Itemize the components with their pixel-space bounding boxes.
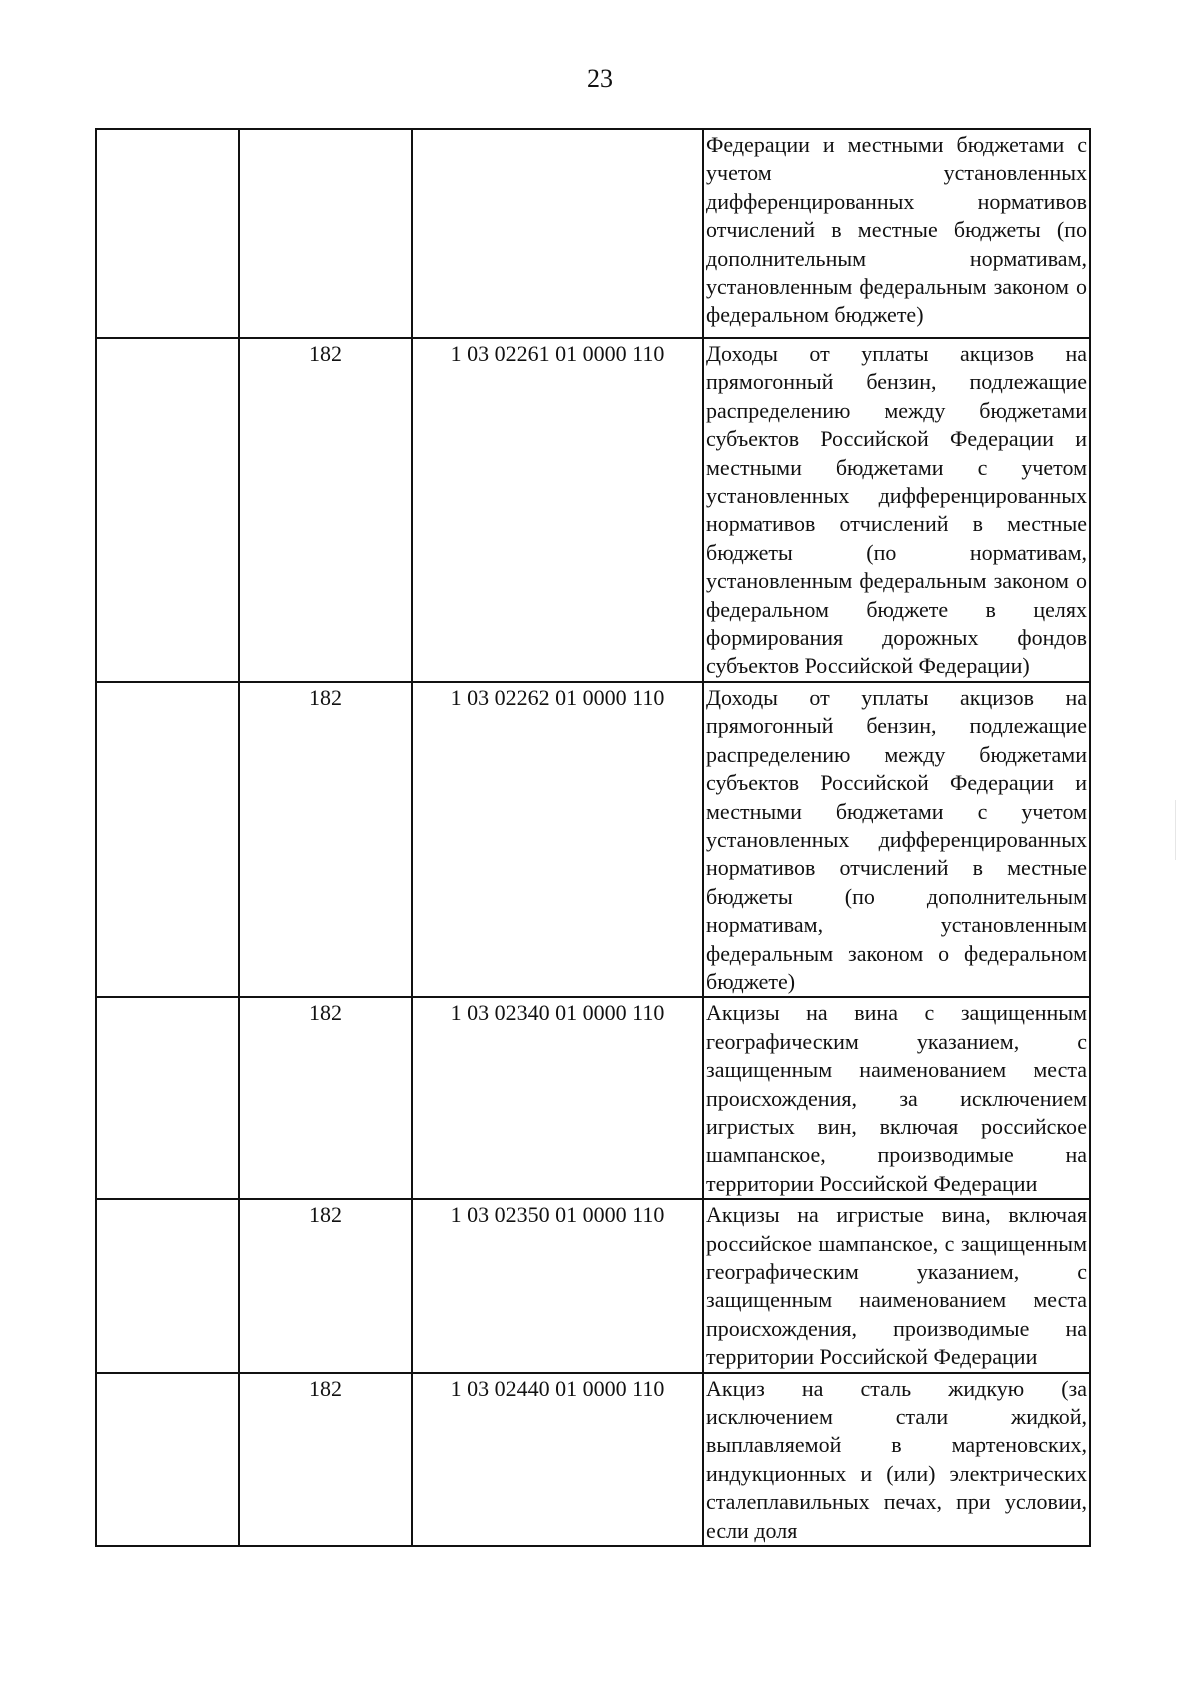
table-row xyxy=(96,997,1090,1199)
empty-cell xyxy=(96,129,239,338)
budget-code-cell: 1 03 02261 01 0000 110 xyxy=(412,338,703,682)
description-text: Акциз на сталь жидкую (за исключением стали жидкой, выплавляемой в мартеновских, индукционных и (или) электрических сталеплавильных печах, при условии, если доля xyxy=(706,1375,1087,1543)
admin-code-cell: 182 xyxy=(239,997,412,1199)
description-text: Федерации и местными бюджетами с учетом установленных дифференцированных нормативов отчислений в местные бюджеты (по дополнительным нормативам, установленным федеральным законом о федеральном бюджете) xyxy=(706,132,1087,328)
admin-code-cell: 182 xyxy=(239,682,412,997)
budget-code-cell: 1 03 02340 01 0000 110 xyxy=(412,997,703,1199)
description-cell xyxy=(703,129,1090,338)
empty-cell xyxy=(96,1373,239,1546)
scan-artifact xyxy=(1175,800,1176,860)
admin-code-cell: 182 xyxy=(239,1373,412,1546)
description-cell xyxy=(703,997,1090,1199)
table-row xyxy=(96,338,1090,682)
description-cell xyxy=(703,682,1090,997)
description-cell xyxy=(703,1373,1090,1546)
budget-code-cell: 1 03 02350 01 0000 110 xyxy=(412,1199,703,1372)
page-number: 23 xyxy=(587,64,613,93)
empty-cell xyxy=(96,997,239,1199)
empty-cell xyxy=(96,338,239,682)
table-row xyxy=(96,1199,1090,1372)
budget-code-cell xyxy=(412,129,703,338)
table-row xyxy=(96,682,1090,997)
table-row xyxy=(96,129,1090,338)
budget-classification-table xyxy=(95,128,1091,1547)
budget-code-cell: 1 03 02262 01 0000 110 xyxy=(412,682,703,997)
description-text: Акцизы на игристые вина, включая российское шампанское, с защищенным географическим указанием, с защищенным наименованием места происхождения, производимые на территории Российской Федерации xyxy=(706,1202,1087,1370)
admin-code-cell: 182 xyxy=(239,1199,412,1372)
description-text: Акцизы на вина с защищенным географическим указанием, с защищенным наименованием места происхождения, за исключением игристых вин, включая российское шампанское, производимые на территории Российской Федерации xyxy=(706,1000,1087,1196)
budget-code-cell: 1 03 02440 01 0000 110 xyxy=(412,1373,703,1546)
description-text: Доходы от уплаты акцизов на прямогонный бензин, подлежащие распределению между бюджетами субъектов Российской Федерации и местными бюджетами с учетом установленных дифференцированных нормативов отчислений в местные бюджеты (по дополнительным нормативам, установленным федеральным законом о федеральном бюджете) xyxy=(706,684,1087,994)
admin-code-cell: 182 xyxy=(239,338,412,682)
description-cell xyxy=(703,1199,1090,1372)
description-cell xyxy=(703,338,1090,682)
admin-code-cell xyxy=(239,129,412,338)
table-row xyxy=(96,1373,1090,1546)
empty-cell xyxy=(96,682,239,997)
description-text: Доходы от уплаты акцизов на прямогонный бензин, подлежащие распределению между бюджетами субъектов Российской Федерации и местными бюджетами с учетом установленных дифференцированных нормативов отчислений в местные бюджеты (по нормативам, установленным федеральным законом о федеральном бюджете в целях формирования дорожных фондов субъектов Российской Федерации) xyxy=(706,341,1087,679)
empty-cell xyxy=(96,1199,239,1372)
